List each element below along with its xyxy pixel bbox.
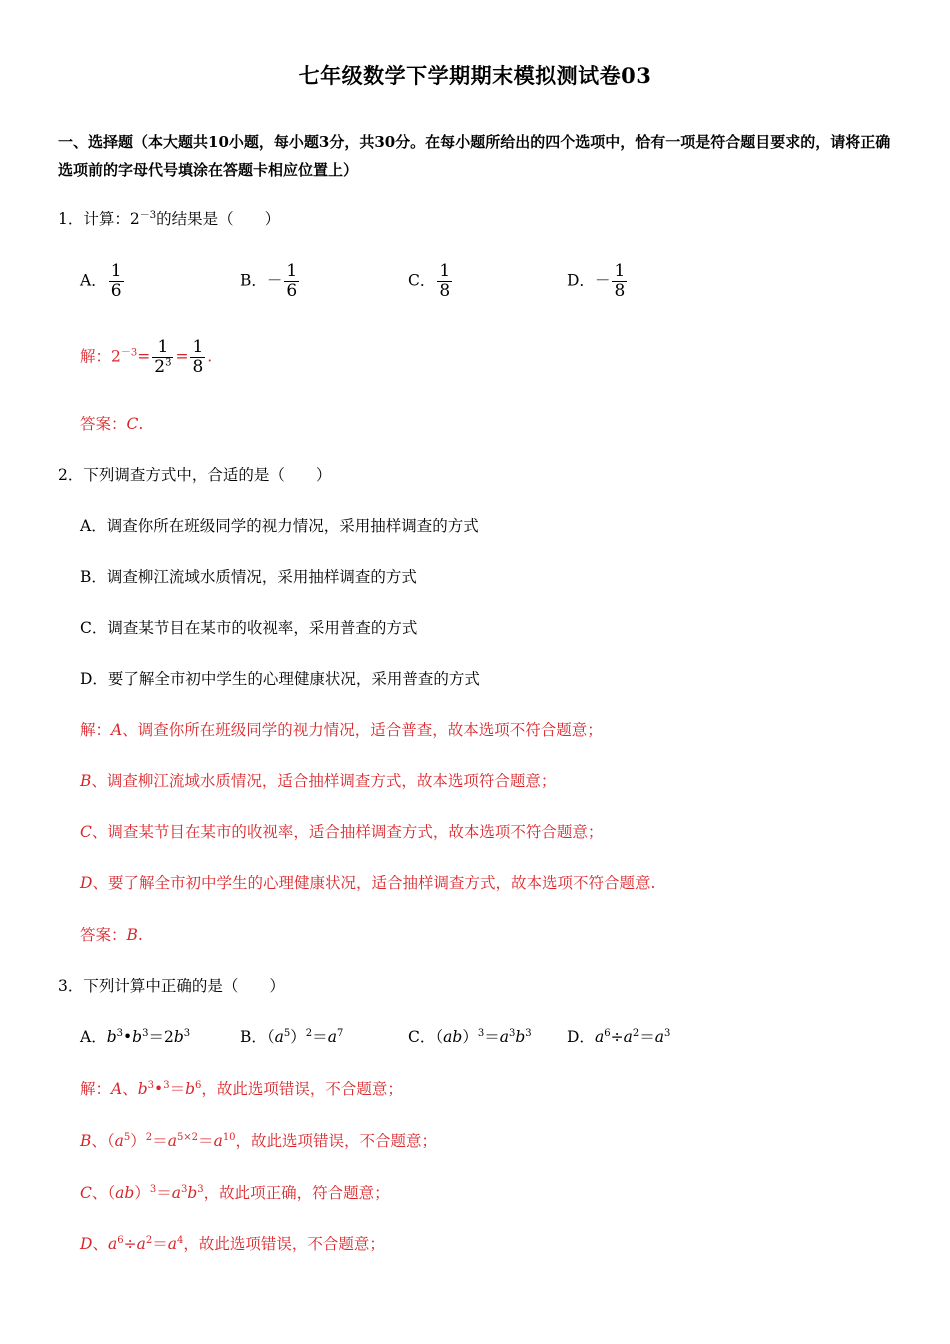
- q1-stem-exponent: －3: [139, 209, 157, 221]
- fraction-numerator: 1: [286, 261, 298, 281]
- q1-solution-eq2: =: [175, 347, 189, 366]
- option-fraction: [109, 262, 124, 301]
- q2-option-c: C．调查某节目在某市的收视率，采用普查的方式: [80, 619, 418, 637]
- q1-option-d: [567, 262, 629, 301]
- q1-stem-suffix: 的结果是（ ）: [156, 210, 281, 228]
- option-label: D．: [567, 271, 595, 290]
- var-a: a: [171, 1184, 181, 1202]
- exponent: 3: [180, 1183, 188, 1195]
- var-a: a: [167, 1132, 177, 1150]
- q1-option-a: [80, 262, 126, 301]
- var-a: a: [114, 1132, 124, 1150]
- solution-text: ，故此选项错误，不合题意；: [201, 1080, 403, 1098]
- var-b: b: [137, 1080, 148, 1098]
- q1-solution-prefix: 解：2: [80, 347, 121, 366]
- exponent: 2: [145, 1131, 153, 1143]
- fraction-numerator: 1: [192, 337, 204, 357]
- option-label: A．: [80, 1028, 107, 1046]
- var-a: a: [107, 1235, 118, 1253]
- solution-letter: A: [111, 721, 123, 739]
- q2-solution-a: [80, 719, 603, 741]
- q3-option-d: [567, 1026, 670, 1048]
- exponent: 3: [149, 1183, 157, 1195]
- q3-solution-b: [80, 1130, 437, 1152]
- equals: ＝: [312, 1028, 328, 1046]
- equals: ＝: [152, 1235, 168, 1253]
- exponent: 5: [283, 1027, 291, 1039]
- answer-prefix: 答案：: [80, 926, 127, 944]
- fraction-denominator: 8: [614, 281, 626, 301]
- exponent: 6: [604, 1027, 611, 1039]
- solution-letter: D: [80, 1235, 93, 1253]
- separator: 、: [122, 1080, 138, 1098]
- q3-solution-c: [80, 1182, 390, 1204]
- solution-lead: 解：: [80, 721, 112, 739]
- exponent: 3: [163, 1079, 170, 1091]
- q2-option-d: D．要了解全市初中学生的心理健康状况，采用普查的方式: [80, 670, 480, 688]
- solution-letter: A: [111, 1080, 123, 1098]
- exponent: 2: [305, 1027, 313, 1039]
- divide: ÷: [123, 1235, 137, 1253]
- option-label: B．: [240, 271, 267, 290]
- var-a: a: [327, 1028, 337, 1046]
- option-fraction: [437, 262, 452, 301]
- q2-option-a: A．调查你所在班级同学的视力情况，采用抽样调查的方式: [80, 517, 479, 535]
- option-label: D．: [567, 1028, 595, 1046]
- dot: •: [154, 1080, 164, 1098]
- q1-solution-end: .: [207, 347, 213, 366]
- exponent: 4: [176, 1234, 184, 1246]
- q1-stem-prefix: 1．计算：2: [58, 210, 140, 228]
- exponent: 7: [336, 1027, 344, 1039]
- q1-option-c: [408, 262, 454, 301]
- fraction-numerator: 1: [614, 261, 626, 281]
- solution-letter: B: [80, 1132, 92, 1150]
- separator: 、（: [91, 1132, 115, 1150]
- equals: ＝: [484, 1028, 500, 1046]
- var-b: b: [187, 1184, 198, 1202]
- var-a: a: [623, 1028, 633, 1046]
- exponent: 6: [117, 1234, 124, 1246]
- equals: ＝: [639, 1028, 655, 1046]
- solution-lead: 解：: [80, 1080, 112, 1098]
- exponent: 3: [508, 1027, 516, 1039]
- option-fraction: [612, 262, 627, 301]
- answer-end: .: [137, 926, 143, 944]
- q1-answer: [80, 413, 143, 435]
- fraction-denominator: 6: [286, 281, 298, 301]
- solution-text: ，故此项正确，符合题意；: [203, 1184, 390, 1202]
- q3-option-b: [240, 1026, 343, 1048]
- option-sign: －: [266, 271, 283, 290]
- q1-solution: [80, 338, 212, 377]
- question-1-stem: [58, 208, 280, 230]
- var-b: b: [185, 1080, 196, 1098]
- paren-close: ）: [290, 1028, 306, 1046]
- exponent: 10: [222, 1131, 236, 1143]
- option-sign: －: [594, 271, 611, 290]
- equals: ＝: [152, 1132, 168, 1150]
- equals: ＝2: [148, 1028, 174, 1046]
- paren-open: （: [435, 1028, 444, 1046]
- paren-close: ）: [130, 1132, 146, 1150]
- equals: ＝: [198, 1132, 214, 1150]
- solution-letter: C: [80, 823, 92, 841]
- answer-value: C: [126, 415, 139, 433]
- var-a: a: [274, 1028, 284, 1046]
- option-fraction: [284, 262, 299, 301]
- exponent: 2: [145, 1234, 153, 1246]
- solution-text: ，故此选项错误，不合题意；: [183, 1235, 385, 1253]
- exponent: 3: [116, 1027, 124, 1039]
- solution-letter: D: [80, 874, 93, 892]
- q2-option-b: B．调查柳江流域水质情况，采用抽样调查的方式: [80, 568, 417, 586]
- option-label: A．: [80, 271, 107, 290]
- equals: ＝: [169, 1080, 186, 1098]
- solution-text: 、调查柳江流域水质情况，适合抽样调查方式，故本选项符合题意；: [91, 772, 557, 790]
- fraction-numerator: 1: [439, 261, 451, 281]
- paren-close: ）: [462, 1028, 478, 1046]
- answer-prefix: 答案：: [80, 415, 127, 433]
- solution-text: 、调查某节目在某市的收视率，适合抽样调查方式，故本选项不符合题意；: [91, 823, 604, 841]
- exponent: 3: [147, 1079, 155, 1091]
- q3-solution-a: [80, 1078, 403, 1100]
- exponent: 3: [477, 1027, 485, 1039]
- fraction-denominator: [152, 357, 173, 377]
- section-heading: 一、选择题（本大题共10小题，每小题3分，共30分。在每小题所给出的四个选项中，恰有一项是符合题目要求的，请将正确选项前的字母代号填涂在答题卡相应位置上）: [58, 133, 891, 179]
- q2-solution-b: [80, 770, 556, 792]
- fraction-numerator: 1: [157, 337, 169, 357]
- exponent: 3: [142, 1027, 149, 1039]
- dot: •: [123, 1028, 133, 1046]
- var-a: a: [499, 1028, 509, 1046]
- exponent: 5×2: [176, 1131, 199, 1143]
- exponent: 3: [525, 1027, 532, 1039]
- solution-text: 、要了解全市初中学生的心理健康状况，适合抽样调查方式，故本选项不符合题意.: [92, 874, 656, 892]
- var-a: a: [136, 1235, 146, 1253]
- q2-solution-d: [80, 872, 655, 894]
- fraction-numerator: 1: [110, 261, 122, 281]
- q3-option-a: [80, 1026, 190, 1048]
- question-3-stem: 3．下列计算中正确的是（ ）: [58, 977, 285, 995]
- option-label: B．: [240, 1028, 267, 1046]
- divide: ÷: [610, 1028, 624, 1046]
- exponent: 6: [195, 1079, 202, 1091]
- paren-close: ）: [134, 1184, 150, 1202]
- q2-answer: [80, 924, 143, 946]
- q1-solution-eq1: =: [137, 347, 151, 366]
- option-label: C．: [408, 1028, 436, 1046]
- exponent: 2: [632, 1027, 640, 1039]
- fraction-denominator: 6: [110, 281, 122, 301]
- q1-solution-exp: －3: [120, 347, 138, 359]
- var-b: b: [132, 1028, 143, 1046]
- q2-solution-c: [80, 821, 603, 843]
- var-b: b: [106, 1028, 117, 1046]
- fraction-denominator: 8: [192, 357, 204, 377]
- q1-solution-fraction-2: [190, 338, 205, 377]
- var-a: a: [167, 1235, 177, 1253]
- var-b: b: [173, 1028, 184, 1046]
- solution-letter: B: [80, 772, 92, 790]
- solution-letter: C: [80, 1184, 92, 1202]
- answer-value: B: [126, 926, 138, 944]
- q1-option-b: [240, 262, 301, 301]
- exponent: 3: [663, 1027, 671, 1039]
- paren-open: （: [266, 1028, 275, 1046]
- var-ab: ab: [115, 1184, 135, 1202]
- q3-solution-d: [80, 1233, 385, 1255]
- separator: 、（: [91, 1184, 116, 1202]
- denominator-base: 2: [154, 357, 166, 377]
- page-title: 七年级数学下学期期末模拟测试卷03: [298, 63, 652, 88]
- var-ab: ab: [443, 1028, 463, 1046]
- exponent: 3: [183, 1027, 191, 1039]
- var-a: a: [594, 1028, 605, 1046]
- answer-end: .: [138, 415, 144, 433]
- question-2-stem: 2．下列调查方式中，合适的是（ ）: [58, 466, 332, 484]
- exponent: 5: [123, 1131, 131, 1143]
- separator: 、: [92, 1235, 108, 1253]
- var-b: b: [515, 1028, 526, 1046]
- exponent: 3: [197, 1183, 204, 1195]
- q3-option-c: [408, 1026, 532, 1048]
- denominator-exponent: 3: [165, 357, 172, 369]
- fraction-denominator: 8: [439, 281, 451, 301]
- solution-text: 、调查你所在班级同学的视力情况，适合普查，故本选项不符合题意；: [122, 721, 603, 739]
- option-label: C．: [408, 271, 436, 290]
- solution-text: ，故此选项错误，不合题意；: [235, 1132, 438, 1150]
- var-a: a: [654, 1028, 664, 1046]
- var-a: a: [213, 1132, 223, 1150]
- equals: ＝: [156, 1184, 172, 1202]
- q1-solution-fraction-1: [152, 338, 173, 377]
